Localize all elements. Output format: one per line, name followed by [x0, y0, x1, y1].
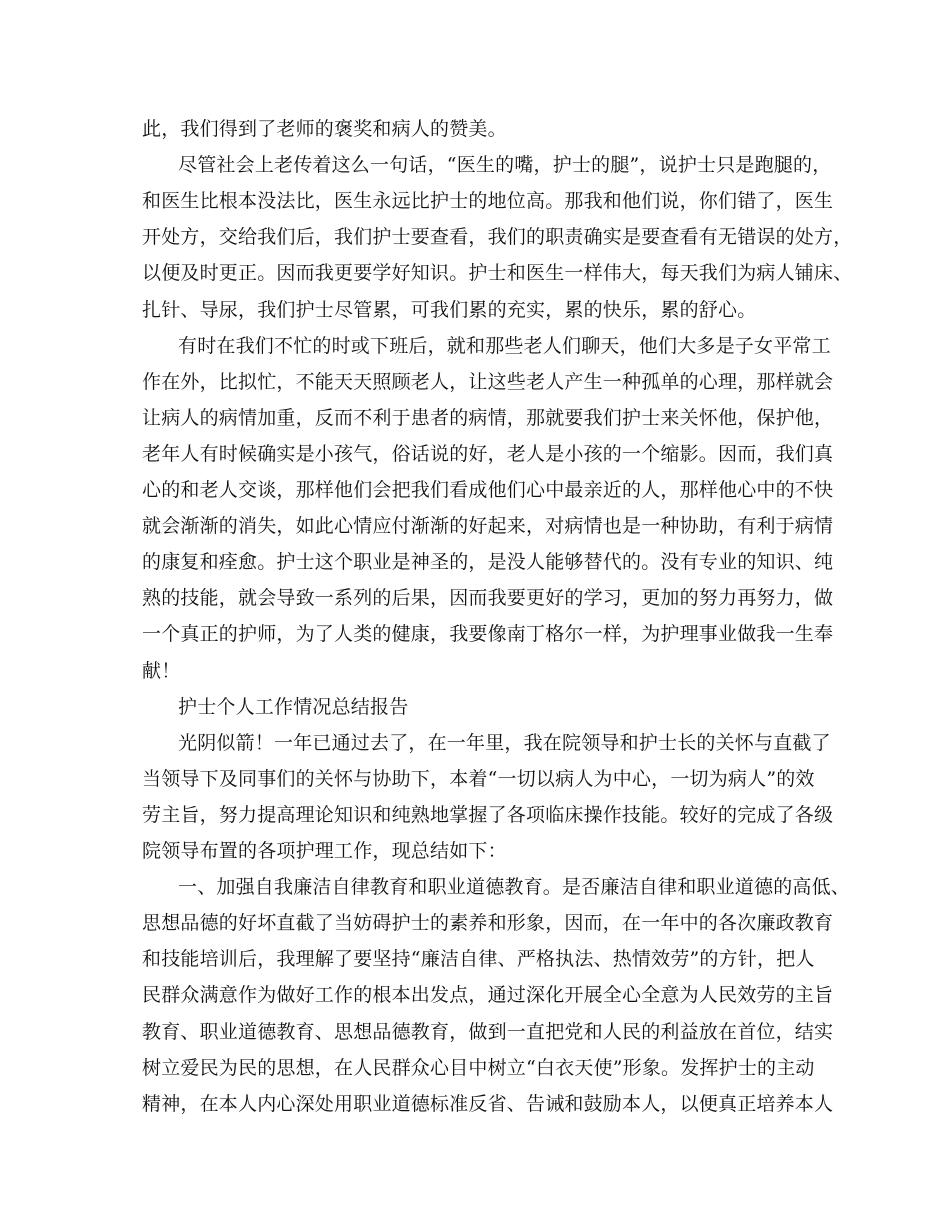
text-line: 尽管社会上老传着这么一句话，“医生的嘴，护士的腿”，说护士只是跑腿的， [178, 154, 832, 177]
text-line: 心的和老人交谈，那样他们会把我们看成他们心中最亲近的人，那样他心中的不快 [142, 479, 834, 501]
text-line: 此，我们得到了老师的褒奖和病人的赞美。 [142, 118, 507, 140]
text-line: 光阴似箭！一年已通过去了，在一年里，我在院领导和护士长的关怀与直截了 [178, 731, 831, 754]
text-line: 思想品德的好坏直截了当妨碍护士的素养和形象，因而，在一年中的各次廉政教育 [142, 912, 834, 935]
text-line: 和技能培训后，我理解了要坚持“廉洁自律、严格执法、热情效劳”的方针，把人 [142, 948, 815, 971]
text-line: 和医生比根本没法比，医生永远比护士的地位高。那我和他们说，你们错了，医生 [142, 190, 834, 213]
text-line: 老年人有时候确实是小孩气，俗话说的好，老人是小孩的一个缩影。因而，我们真 [142, 442, 834, 465]
text-line: 劳主旨，努力提高理论知识和纯熟地掌握了各项临床操作技能。较好的完成了各级 [142, 803, 834, 826]
text-line: 就会渐渐的消失，如此心情应付渐渐的好起来，对病情也是一种协助，有利于病情 [142, 515, 834, 538]
text-line: 教育、职业道德教育、思想品德教育，做到一直把党和人民的利益放在首位，结实 [142, 1020, 834, 1043]
text-line: 院领导布置的各项护理工作，现总结如下： [142, 840, 507, 862]
text-line: 有时在我们不忙的时或下班后，就和那些老人们聊天，他们大多是子女平常工 [178, 334, 831, 357]
text-line: 开处方，交给我们后，我们护士要查看，我们的职责确实是要查看有无错误的处方， [142, 226, 853, 249]
text-line: 以便及时更正。因而我更要学好知识。护士和医生一样伟大，每天我们为病人铺床、 [142, 262, 853, 285]
text-line: 精神，在本人内心深处用职业道德标准反省、告诫和鼓励本人，以便真正培养本人 [142, 1092, 834, 1115]
text-line: 一个真正的护师，为了人类的健康，我要像南丁格尔一样，为护理事业做我一生奉 [142, 623, 834, 646]
text-line: 扎针、导尿，我们护士尽管累，可我们累的充实，累的快乐，累的舒心。 [142, 298, 757, 321]
text-line: 献！ [142, 659, 181, 682]
text-line: 作在外，比拟忙，不能天天照顾老人，让这些老人产生一种孤单的心理，那样就会 [142, 370, 834, 393]
text-line: 树立爱民为民的思想，在人民群众心目中树立“白衣天使”形象。发挥护士的主动 [142, 1056, 815, 1079]
text-line: 熟的技能，就会导致一系列的后果，因而我要更好的学习，更加的努力再努力，做 [142, 587, 834, 610]
text-line: 当领导下及同事们的关怀与协助下，本着“一切以病人为中心，一切为病人”的效 [142, 767, 815, 790]
text-line: 一、加强自我廉洁自律教育和职业道德教育。是否廉洁自律和职业道德的高低、 [178, 876, 851, 899]
text-line: 护士个人工作情况总结报告 [178, 695, 409, 718]
text-line: 的康复和痊愈。护士这个职业是神圣的，是没人能够替代的。没有专业的知识、纯 [142, 551, 834, 574]
text-line: 让病人的病情加重，反而不利于患者的病情，那就要我们护士来关怀他，保护他， [142, 406, 834, 429]
text-line: 民群众满意作为做好工作的根本出发点，通过深化开展全心全意为人民效劳的主旨 [142, 984, 834, 1007]
